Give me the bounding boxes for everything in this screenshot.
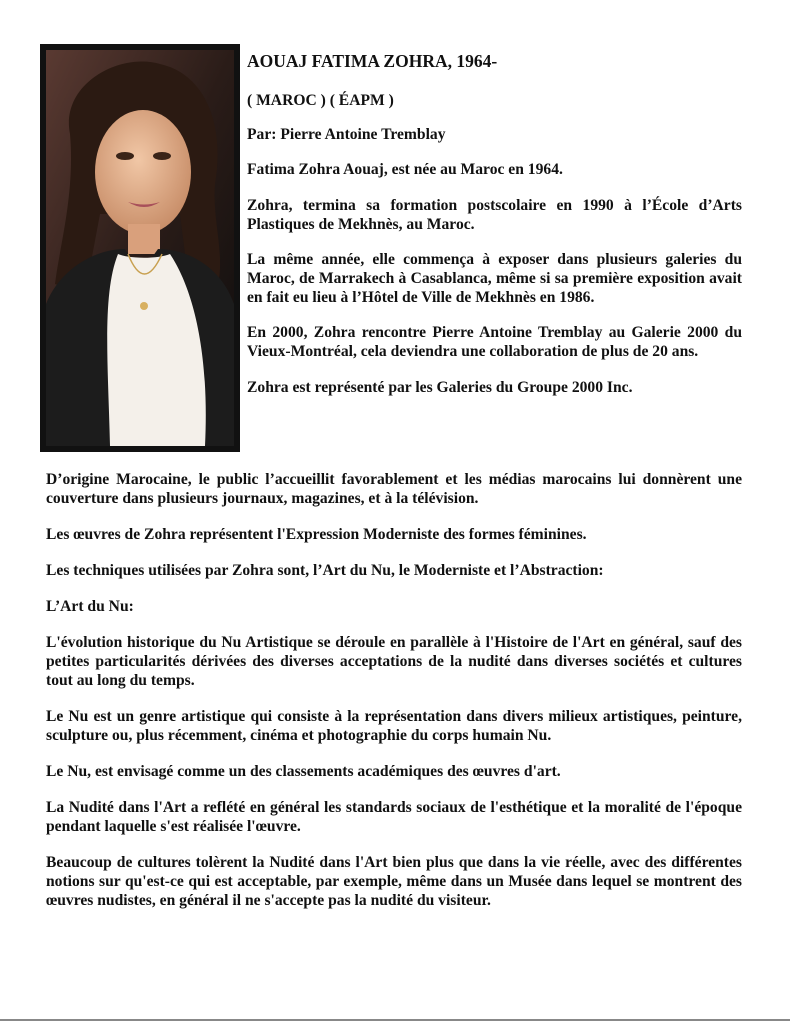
- artist-portrait-photo: [40, 44, 240, 452]
- body-paragraph: L'évolution historique du Nu Artistique se déroule en parallèle à l'Histoire de l'Art en général, sauf des petites particularités dérivées des diverses acceptations de la nudité dans diverses sociétés et cultures tout au long du temps.: [46, 634, 742, 689]
- body-paragraph: Beaucoup de cultures tolèrent la Nudité dans l'Art bien plus que dans la vie réelle, avec des différentes notions sur qu'est-ce qui est acceptable, par exemple, même dans un Musée dans lequel se montrent des œuvres nudistes, en général il ne s'accepte pas la nudité du visiteur.: [46, 854, 742, 909]
- artist-title: AOUAJ FATIMA ZOHRA, 1964-: [247, 51, 498, 71]
- intro-paragraph: Zohra, termina sa formation postscolaire en 1990 à l’École d’Arts Plastiques de Mekhnès, au Maroc.: [247, 197, 742, 233]
- body-paragraph: La Nudité dans l'Art a reflété en général les standards sociaux de l'esthétique et la moralité de l'époque pendant laquelle s'est réalisée l'œuvre.: [46, 799, 742, 835]
- artist-origin: ( MAROC ) ( ÉAPM ): [247, 92, 394, 109]
- intro-paragraph: La même année, elle commença à exposer dans plusieurs galeries du Maroc, de Marrakech à Casablanca, même si sa première exposition avait en fait eu lieu à l’Hôtel de Ville de Mekhnès en 1986.: [247, 251, 742, 306]
- intro-paragraph: Zohra est représenté par les Galeries du Groupe 2000 Inc.: [247, 379, 633, 396]
- portrait-illustration: [40, 44, 240, 452]
- body-paragraph: Le Nu est un genre artistique qui consiste à la représentation dans divers milieux artistiques, peinture, sculpture ou, plus récemment, cinéma et photographie du corps humain Nu.: [46, 708, 742, 744]
- body-paragraph: D’origine Marocaine, le public l’accueillit favorablement et les médias marocains lui donnèrent une couverture dans plusieurs journaux, magazines, et à la télévision.: [46, 471, 742, 507]
- body-paragraph: Les techniques utilisées par Zohra sont, l’Art du Nu, le Moderniste et l’Abstraction:: [46, 562, 604, 579]
- section-heading: L’Art du Nu:: [46, 598, 134, 615]
- author-byline: Par: Pierre Antoine Tremblay: [247, 126, 446, 143]
- intro-paragraph: Fatima Zohra Aouaj, est née au Maroc en 1964.: [247, 161, 563, 178]
- body-section: [46, 470, 742, 910]
- intro-column: [247, 51, 742, 397]
- body-paragraph: Le Nu, est envisagé comme un des classements académiques des œuvres d'art.: [46, 763, 561, 780]
- body-paragraph: Les œuvres de Zohra représentent l'Expression Moderniste des formes féminines.: [46, 526, 587, 543]
- intro-paragraph: En 2000, Zohra rencontre Pierre Antoine Tremblay au Galerie 2000 du Vieux-Montréal, cela deviendra une collaboration de plus de 20 ans.: [247, 324, 742, 360]
- page-bottom-edge: [0, 1019, 790, 1021]
